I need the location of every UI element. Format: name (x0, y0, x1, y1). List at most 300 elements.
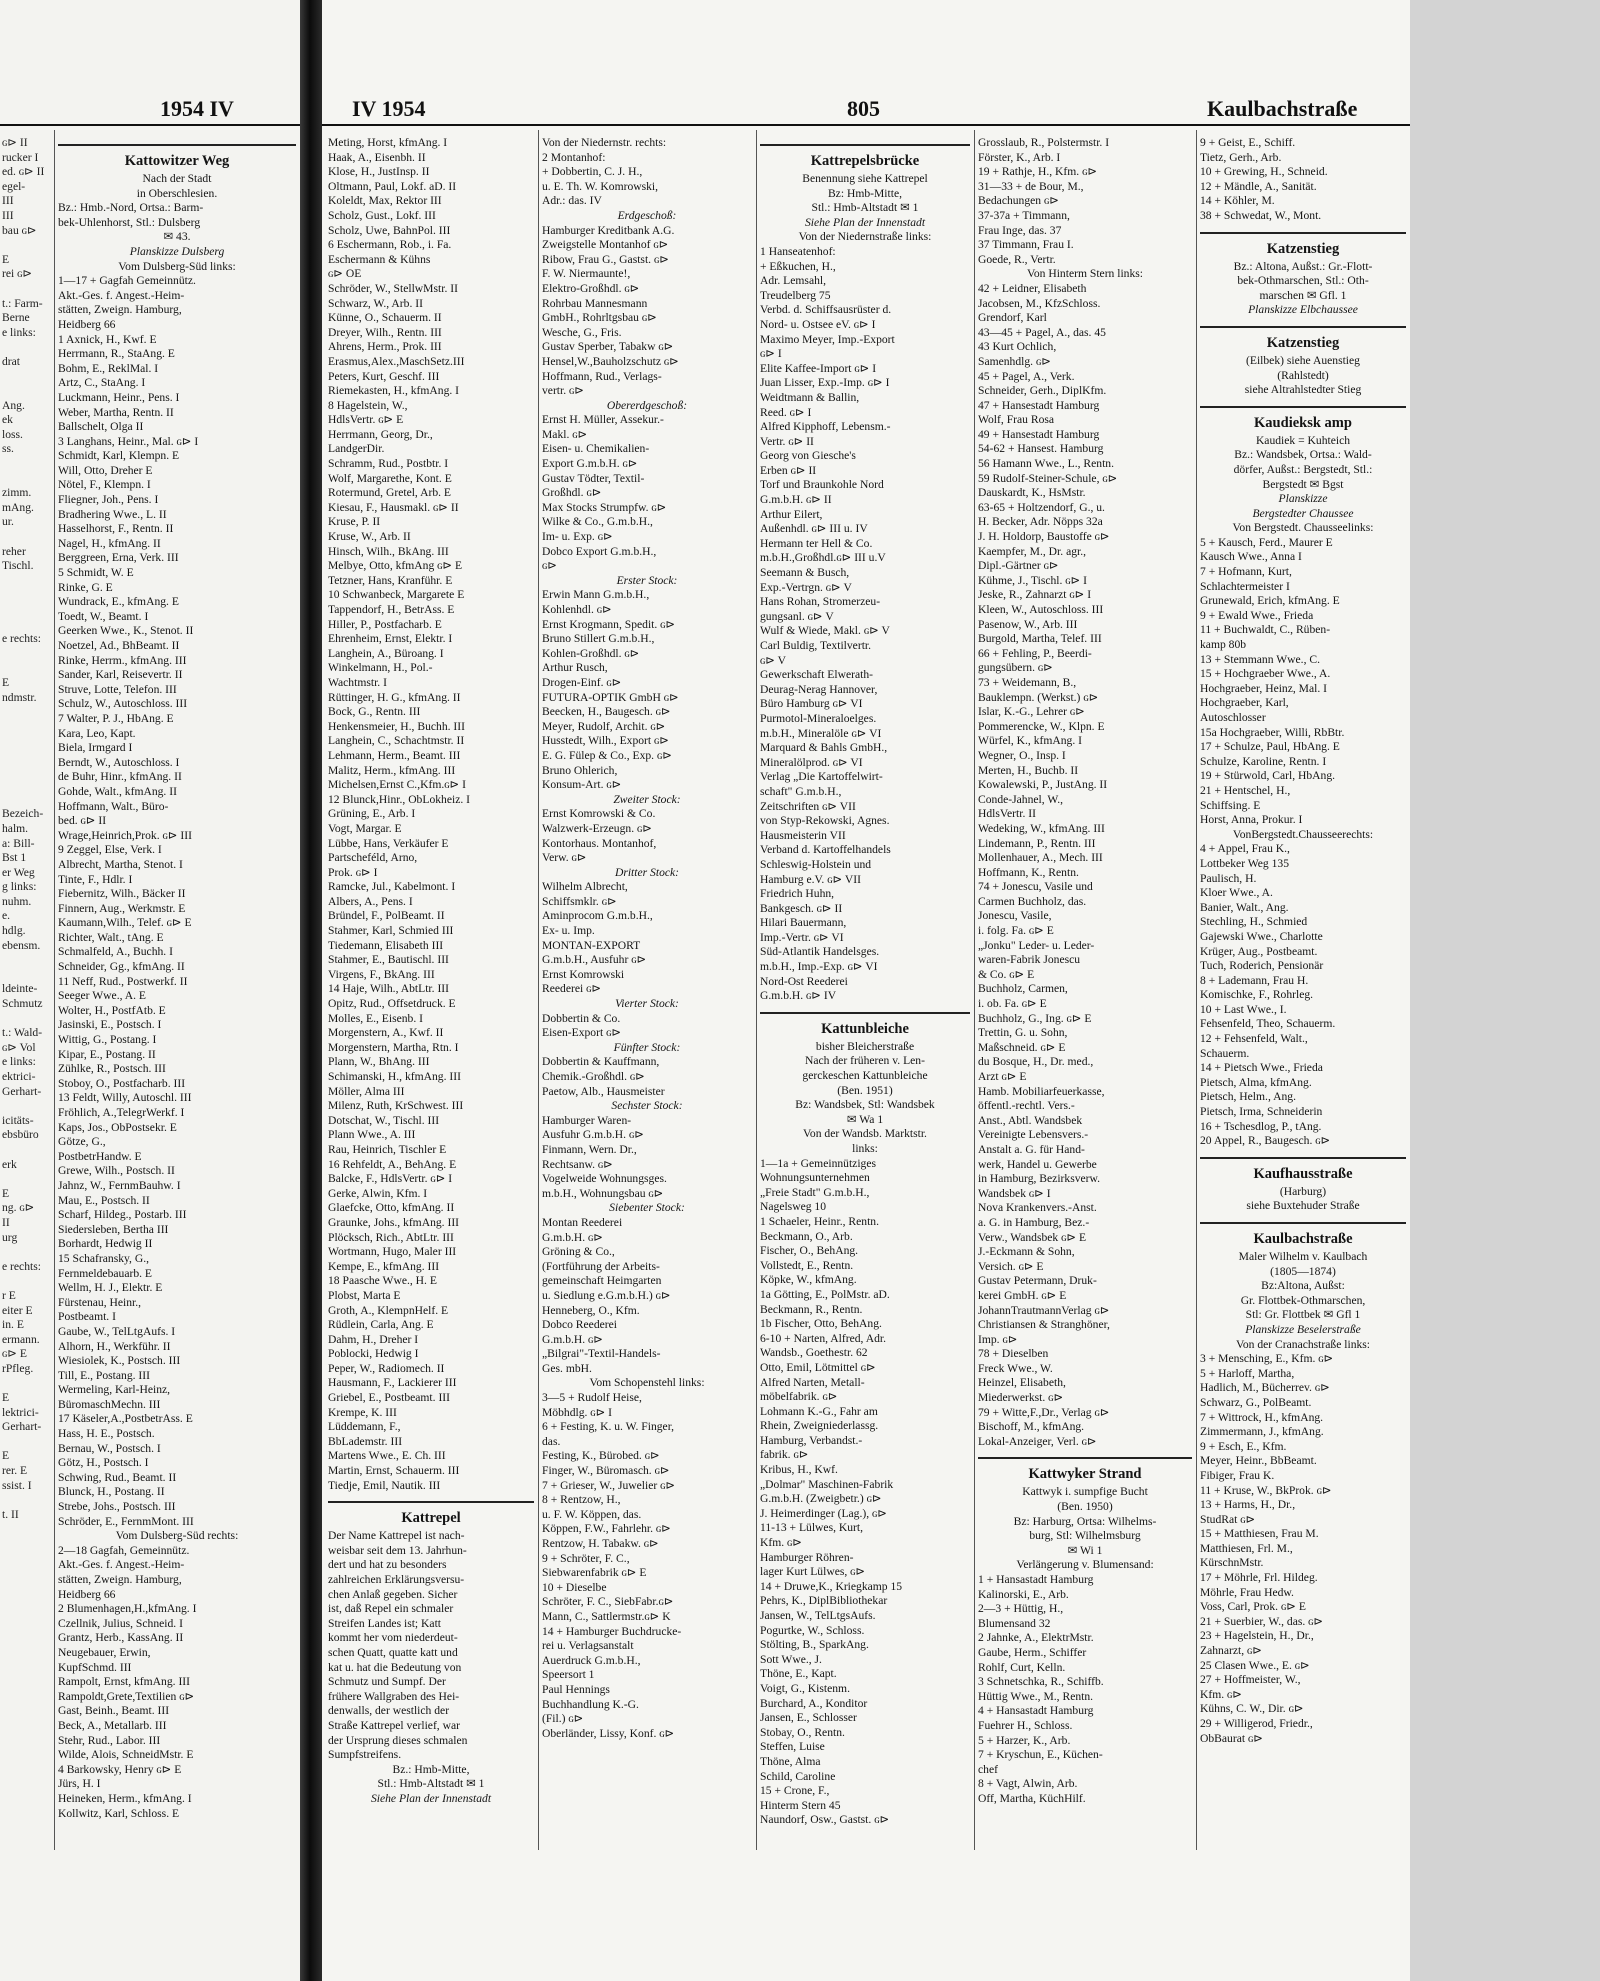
directory-entry: Auerdruck G.m.b.H., (542, 1653, 641, 1667)
directory-entry: Klose, H., JustInsp. II (328, 165, 430, 179)
plan-note: Planskizze (1278, 492, 1328, 506)
directory-entry: J. Heimerdinger (Lag.), ɢ⊳ (760, 1506, 887, 1520)
directory-entry: Bohm, E., ReklMal. I (58, 361, 159, 375)
directory-entry: Krüger, Aug., Postbeamt. (1200, 944, 1318, 958)
section-note: Verlängerung v. Blumensand: (1016, 1558, 1154, 1572)
directory-entry: Wellm, H. J., Elektr. E (58, 1281, 163, 1295)
directory-entry: Henneberg, O., Kfm. (542, 1303, 640, 1317)
directory-entry: Melbye, Otto, kfmAng ɢ⊳ E (328, 559, 463, 573)
directory-entry: Wolf, Frau Rosa (978, 413, 1055, 427)
directory-entry: Bz.: Hmb.-Nord, Ortsa.: Barm- (58, 201, 204, 215)
directory-entry: Fehsenfeld, Theo, Schauerm. (1200, 1017, 1336, 1031)
directory-entry: Mineralölprod. ɢ⊳ VI (760, 755, 863, 769)
directory-entry: Martens Wwe., E. Ch. III (328, 1449, 446, 1463)
directory-entry: 19 + Stürwold, Carl, HbAng. (1200, 769, 1336, 783)
directory-entry: Rotermund, Gretel, Arb. E (328, 486, 451, 500)
directory-entry: Tappendorf, H., BetrAss. E (328, 603, 455, 616)
edge-fragment: mAng. (2, 500, 34, 514)
edge-fragment: Schmutz (2, 997, 43, 1011)
section-note: dörfer, Außst.: Bergstedt, Stl.: (1233, 462, 1373, 476)
directory-entry: Elektro-Großhdl. ɢ⊳ (542, 281, 640, 295)
directory-entry: Struve, Lotte, Telefon. III (58, 682, 177, 696)
directory-entry: Hoffmann, K., Rentn. (978, 865, 1079, 879)
directory-entry: kerei GmbH. ɢ⊳ E (978, 1288, 1067, 1302)
directory-entry: Pietsch, Alma, kfmAng. (1200, 1075, 1312, 1089)
directory-entry: 19 + Rathje, H., Kfm. ɢ⊳ (978, 165, 1098, 179)
edge-fragment: lektrici- (2, 1405, 39, 1419)
directory-entry: 13 Feldt, Willy, Autoschl. III (58, 1091, 192, 1105)
edge-fragment: nuhm. (2, 894, 32, 908)
directory-entry: Richter, Walt., tAng. E (58, 930, 164, 944)
section-note: Bergstedt ✉ Bgst (1262, 477, 1344, 491)
directory-entry: Zeitschriften ɢ⊳ VII (760, 799, 856, 813)
directory-entry: Rampoldt,Grete,Textilien ɢ⊳ (58, 1689, 195, 1703)
directory-entry: Nova Krankenvers.-Anst. (978, 1201, 1097, 1215)
directory-entry: Griebel, E., Postbeamt. III (328, 1391, 451, 1405)
directory-entry: Miederwerkst. ɢ⊳ (978, 1391, 1064, 1405)
directory-entry: 10 + Last Wwe., I. (1200, 1002, 1287, 1016)
section-note: Bz: Wandsbek, Stl: Wandsbek (795, 1098, 935, 1112)
right-head-rule (322, 124, 1410, 126)
directory-entry: Jeske, R., Zahnarzt ɢ⊳ I (978, 588, 1092, 602)
directory-entry: 15a Hochgraeber, Willi, RbBtr. (1200, 725, 1345, 739)
directory-entry: FUTURA-OPTIK GmbH ɢ⊳ (542, 690, 679, 704)
directory-entry: Heinzel, Elisabeth, (978, 1376, 1066, 1390)
directory-entry: Möbhdlg. ɢ⊳ I (542, 1405, 613, 1419)
directory-entry: Thöne, E., Kapt. (760, 1667, 837, 1681)
directory-entry: Oltmann, Paul, Lokf. aD. II (328, 179, 457, 193)
edge-fragment: rer. E (2, 1464, 28, 1478)
directory-entry: Grendorf, Karl (978, 311, 1047, 325)
right-page (322, 0, 1410, 1981)
directory-entry: Götze, G., (58, 1135, 106, 1149)
directory-entry: Verw. ɢ⊳ (542, 851, 587, 865)
directory-entry: Hochgraeber, Heinz, Mal. I (1200, 681, 1328, 695)
directory-entry: Wolter, H., PostfAtb. E (58, 1003, 166, 1017)
directory-entry: Köppen, F.W., Fahrlehr. ɢ⊳ (542, 1522, 671, 1536)
directory-entry: Vogt, Margar. E (328, 821, 402, 835)
directory-entry: m.b.H.,Großhdl.ɢ⊳ III u.V (760, 551, 886, 565)
directory-column-2 (542, 136, 752, 1741)
directory-entry: Tetzner, Hans, Kranführ. E (328, 573, 453, 587)
edge-fragment (2, 340, 50, 355)
directory-entry: Heidberg 66 (58, 1587, 116, 1601)
directory-entry: 1 + Hansastadt Hamburg (978, 1573, 1094, 1586)
edge-fragment (2, 282, 50, 297)
directory-entry: Lübbe, Hans, Verkäufer E (328, 836, 449, 850)
edge-fragment: ng. ɢ⊳ (2, 1201, 35, 1215)
directory-entry: Hadlich, M., Bücherrev. ɢ⊳ (1200, 1381, 1330, 1395)
directory-entry: 14 + Köhler, M. (1200, 194, 1275, 208)
directory-entry: Off, Martha, KüchHilf. (978, 1791, 1086, 1805)
directory-entry: der Ursprung dieses schmalen (328, 1733, 468, 1747)
directory-entry: „Freie Stadt" G.m.b.H., (760, 1185, 870, 1199)
edge-fragment (2, 953, 50, 968)
directory-entry: 1—1a + Gemeinnütziges (760, 1156, 877, 1170)
directory-entry: 16 Rehfeldt, A., BehAng. E (328, 1157, 457, 1171)
directory-entry: Kruse, P. II (328, 515, 381, 529)
directory-entry: Vertr. ɢ⊳ II (760, 434, 814, 448)
directory-entry: Postbeamt. I (58, 1310, 116, 1324)
directory-entry: Straße Kattrepel verlief, war (328, 1718, 460, 1732)
directory-entry: Wandsbek ɢ⊳ I (978, 1186, 1051, 1200)
directory-entry: a. G. in Hamburg, Bez.- (978, 1215, 1090, 1229)
directory-entry: Wulf & Wiede, Makl. ɢ⊳ V (760, 624, 890, 638)
edge-fragment: ndmstr. (2, 690, 37, 704)
edge-fragment: in. E (2, 1318, 24, 1332)
directory-entry: Steffen, Luise (760, 1740, 825, 1754)
directory-entry: zahlreichen Erklärungsversu- (328, 1573, 465, 1586)
edge-fragment (2, 1274, 50, 1289)
directory-entry: Scharf, Hildeg., Postarb. III (58, 1208, 187, 1222)
directory-entry: Ribow, Frau G., Gastst. ɢ⊳ (542, 252, 669, 266)
directory-entry: Erben ɢ⊳ II (760, 463, 817, 477)
edge-fragment: e rechts: (2, 632, 41, 646)
directory-entry: Wermeling, Karl-Heinz, (58, 1383, 171, 1397)
directory-entry: Streifen Landes ist; Katt (328, 1616, 442, 1630)
directory-entry: Milenz, Ruth, KrSchwest. III (328, 1099, 464, 1113)
column-divider-1 (538, 130, 539, 1850)
directory-entry: 79 + Witte,F.,Dr., Verlag ɢ⊳ (978, 1405, 1110, 1419)
directory-entry: i. ob. Fa. ɢ⊳ E (978, 997, 1047, 1011)
directory-entry: Heineken, Herm., kfmAng. I (58, 1791, 192, 1805)
directory-entry: Förster, K., Arb. I (978, 150, 1061, 164)
directory-entry: Montan Reederei (542, 1215, 623, 1229)
directory-entry: Konsum-Art. ɢ⊳ (542, 778, 622, 792)
directory-entry: Voss, Carl, Prok. ɢ⊳ E (1200, 1600, 1306, 1614)
directory-entry: ɢ⊳ I (760, 347, 782, 361)
directory-entry: Peters, Kurt, Geschf. III (328, 369, 440, 383)
directory-entry: bed. ɢ⊳ II (58, 814, 107, 828)
directory-entry: gungsübern. ɢ⊳ (978, 661, 1053, 675)
directory-entry: Dotschat, W., Tischl. III (328, 1113, 440, 1127)
directory-entry: Gustav Sperber, Tabakw ɢ⊳ (542, 340, 674, 354)
directory-entry: kamp 80b (1200, 638, 1247, 652)
directory-entry: Glaefcke, Otto, kfmAng. II (328, 1201, 455, 1215)
directory-entry: 15 Schafransky, G., (58, 1251, 150, 1265)
directory-entry: 1b Fischer, Otto, BehAng. (760, 1317, 882, 1331)
directory-entry: lager Kurt Lülwes, ɢ⊳ (760, 1565, 866, 1579)
directory-entry: KupfSchmd. III (58, 1660, 132, 1674)
directory-entry: Stahmer, E., Bautischl. III (328, 953, 449, 967)
edge-fragment: a: Bill- (2, 836, 35, 850)
directory-entry: Herrmann, Georg, Dr., (328, 427, 433, 441)
directory-entry: vertr. ɢ⊳ (542, 384, 585, 398)
directory-entry: Nagel, H., kfmAng. II (58, 536, 161, 550)
left-page (0, 0, 300, 1981)
directory-entry: Bruno Ohlerich, (542, 763, 618, 777)
directory-entry: 37-37a + Timmann, (978, 208, 1070, 222)
plan-note: Siehe Plan der Innenstadt (804, 215, 926, 229)
directory-entry: Stoboy, O., Postfacharb. III (58, 1076, 186, 1090)
directory-entry: Koleldt, Max, Rektor III (328, 194, 442, 208)
directory-entry: 14 + Hamburger Buchdrucke- (542, 1624, 682, 1638)
directory-entry: Eisen-Export ɢ⊳ (542, 1026, 622, 1040)
directory-entry: Bauklempn. (Werkst.) ɢ⊳ (978, 690, 1099, 704)
directory-entry: Hamburg, Verbandst.- (760, 1433, 863, 1447)
directory-entry: Weber, Martha, Rentn. II (58, 405, 174, 419)
directory-entry: Kribus, H., Kwf. (760, 1463, 838, 1477)
directory-entry: Neugebauer, Erwin, (58, 1645, 151, 1659)
directory-entry: Dipl.-Gärtner ɢ⊳ (978, 559, 1059, 573)
section-note: Kattwyk i. sumpfige Bucht (1022, 1485, 1148, 1499)
directory-entry: „Bilgrai"-Textil-Handels- (542, 1347, 661, 1361)
directory-entry: Carmen Buchholz, das. (978, 894, 1087, 908)
directory-entry: das. (542, 1434, 561, 1448)
directory-entry: 6 Eschermann, Rob., i. Fa. (328, 238, 452, 252)
directory-entry: GmbH., Rohrltgsbau ɢ⊳ (542, 311, 657, 325)
directory-entry: Fröhlich, A.,TelegrWerkf. I (58, 1106, 185, 1119)
plan-note: Vierter Stock: (615, 997, 679, 1011)
directory-entry: Grosslaub, R., Polstermstr. I (978, 136, 1110, 149)
directory-entry: 73 + Weidemann, B., (978, 675, 1077, 689)
directory-entry: gemeinschaft Heimgarten (542, 1274, 662, 1288)
directory-entry: Trettin, G. u. Sohn, (978, 1026, 1068, 1040)
directory-entry: Von der Niedernstr. rechts: (542, 136, 667, 149)
directory-entry: Akt.-Ges. f. Angest.-Heim- (58, 288, 185, 302)
directory-entry: 49 + Hansestadt Hamburg (978, 427, 1100, 441)
directory-entry: Stobay, O., Rentn. (760, 1725, 845, 1739)
directory-entry: Tuch, Roderich, Pensionär (1200, 959, 1324, 973)
directory-entry: Hamburger Kreditbank A.G. (542, 223, 675, 237)
directory-entry: Voigt, G., Kistenm. (760, 1681, 850, 1695)
directory-entry: Akt.-Ges. f. Angest.-Heim- (58, 1558, 185, 1572)
directory-entry: Haak, A., Eisenbh. II (328, 150, 426, 164)
directory-entry: Heidberg 66 (58, 317, 116, 331)
directory-entry: Pehrs, K., DiplBibliothekar (760, 1594, 888, 1608)
directory-entry: BüromaschMechn. III (58, 1397, 161, 1411)
edge-fragment: Gerhart- (2, 1420, 42, 1434)
directory-entry: 23 + Hagelstein, H., Dr., (1200, 1629, 1314, 1643)
directory-entry: Georg von Giesche's (760, 449, 856, 463)
directory-entry: Kaumann,Wilh., Telef. ɢ⊳ E (58, 916, 192, 930)
directory-entry: Jürs, H. I (58, 1777, 101, 1791)
directory-entry: werk, Handel u. Gewerbe (978, 1157, 1097, 1171)
directory-entry: 2 Jahnke, A., ElektrMstr. (978, 1631, 1094, 1645)
directory-entry: Deurag-Nerag Hannover, (760, 682, 878, 696)
directory-entry: Schiffsmklr. ɢ⊳ (542, 894, 617, 908)
edge-fragment (2, 1435, 50, 1450)
edge-fragment: ermann. (2, 1332, 40, 1346)
directory-entry: 15 + Hochgraeber Wwe., A. (1200, 667, 1331, 681)
directory-entry: Siedersleben, Bertha III (58, 1222, 169, 1236)
directory-entry: Lindemann, P., Rentn. III (978, 836, 1096, 850)
directory-entry: Wandsb., Goethestr. 62 (760, 1346, 868, 1360)
book-gutter (300, 0, 322, 1981)
section-note: Stl.: Hmb-Altstadt ✉ 1 (377, 1777, 485, 1791)
directory-entry: Strebe, Johs., Postsch. III (58, 1500, 176, 1514)
section-note: links: (852, 1142, 878, 1155)
street-heading: Kattrepel (328, 1501, 534, 1529)
directory-entry: 1—17 + Gagfah Gemeinnütz. (58, 274, 196, 288)
edge-fragment: ebensm. (2, 938, 41, 952)
directory-entry: 4 Barkowsky, Henry ɢ⊳ E (58, 1762, 182, 1776)
directory-entry: Möller, Alma III (328, 1084, 405, 1098)
directory-entry: Gaube, W., TelLtgAufs. I (58, 1324, 176, 1338)
directory-entry: Ernst Komrowski & Co. (542, 807, 656, 821)
directory-entry: 7 + Grieser, W., Juwelier ɢ⊳ (542, 1478, 676, 1492)
directory-entry: PostbetrHandw. E (58, 1149, 142, 1163)
directory-entry: Bernau, W., Postsch. I (58, 1441, 161, 1455)
directory-entry: Jacobsen, M., KfzSchloss. (978, 296, 1101, 310)
directory-entry: Fliegner, Joh., Pens. I (58, 493, 159, 507)
edge-fragment: Bezeich- (2, 807, 44, 821)
directory-entry: Finnern, Aug., Werkmstr. E (58, 901, 186, 915)
directory-entry: G.m.b.H. (Zweigbetr.) ɢ⊳ (760, 1492, 882, 1506)
directory-entry: Tinte, F., Hdlr. I (58, 872, 133, 886)
directory-entry: Ahrens, Herm., Prok. III (328, 340, 442, 354)
left-running-head: 1954 IV (160, 96, 234, 121)
directory-entry: stätten, Zweign. Hamburg, (58, 1573, 182, 1586)
directory-entry: Hiller, P., Postfacharb. E (328, 617, 442, 631)
directory-entry: G.m.b.H., Ausfuhr ɢ⊳ (542, 953, 647, 967)
edge-fragment: drat (2, 354, 21, 368)
edge-fragment: ɢ⊳ E (2, 1347, 27, 1361)
plan-note: Planskizze Dulsberg (129, 244, 225, 258)
directory-entry: 10 Schwanbeck, Margarete E (328, 588, 465, 602)
directory-entry: Will, Otto, Dreher E (58, 463, 153, 477)
directory-entry: Sander, Karl, Reisevertr. II (58, 668, 183, 682)
directory-entry: Maßschneid. ɢ⊳ E (978, 1040, 1066, 1054)
directory-entry: 63-65 + Holtzendorf, G., u. (978, 500, 1105, 514)
directory-entry: Morgenstern, Martha, Rtn. I (328, 1040, 459, 1054)
directory-entry: Nagelsweg 10 (760, 1200, 827, 1214)
directory-entry: Sumpfstreifens. (328, 1748, 402, 1762)
directory-entry: Möhrle, Frau Hedw. (1200, 1585, 1294, 1599)
directory-entry: Hausmeisterin VII (760, 828, 846, 842)
directory-entry: Erasmus,Alex.,MaschSetz.III (328, 354, 465, 368)
street-heading: Kaulbachstraße (1200, 1222, 1406, 1250)
directory-entry: Plöcksch, Rich., AbtLtr. III (328, 1230, 454, 1244)
directory-column-5 (1200, 136, 1406, 1746)
directory-entry: fabrik. ɢ⊳ (760, 1448, 809, 1462)
directory-entry: Dreyer, Wilh., Rentn. III (328, 325, 442, 339)
directory-entry: „Dolmar" Maschinen-Fabrik (760, 1477, 894, 1491)
directory-entry: Rampolt, Ernst, kfmAng. III (58, 1675, 191, 1689)
directory-entry: Henkensmeier, H., Buchh. III (328, 719, 466, 733)
directory-entry: Bankgesch. ɢ⊳ II (760, 901, 843, 915)
directory-entry: Wiesiolek, K., Postsch. III (58, 1354, 181, 1368)
directory-entry: Morgenstern, A., Kwf. II (328, 1026, 444, 1040)
directory-entry: 1 Schaeler, Heinr., Rentn. (760, 1214, 879, 1228)
plan-note: Planskizze Beselerstraße (1245, 1322, 1361, 1336)
directory-entry: 7 + Hofmann, Kurt, (1200, 565, 1292, 579)
directory-entry: Hausmann, F., Lackierer III (328, 1376, 457, 1390)
section-note: burg, Stl: Wilhelmsburg (1029, 1529, 1141, 1543)
section-note: Maler Wilhelm v. Kaulbach (1238, 1250, 1368, 1263)
edge-fragment: e. (2, 909, 11, 923)
directory-entry: Gustav Petermann, Druk- (978, 1274, 1097, 1288)
directory-entry: Hamb. Mobiliarfeuerkasse, (978, 1084, 1105, 1098)
scan-margin (1410, 0, 1600, 1981)
directory-entry: möbelfabrik. ɢ⊳ (760, 1390, 838, 1404)
plan-note: Obererdgeschoß: (606, 398, 688, 412)
directory-entry: Vollstedt, E., Rentn. (760, 1258, 854, 1272)
directory-entry: Ballschelt, Olga II (58, 420, 144, 434)
edge-fragment: erk (2, 1157, 17, 1171)
edge-fragment: E (2, 675, 10, 689)
directory-entry: 12 + Fehsenfeld, Walt., (1200, 1032, 1308, 1046)
directory-entry: Schmalfeld, A., Buchh. I (58, 945, 173, 959)
directory-entry: Nord-Ost Reederei (760, 974, 848, 988)
directory-entry: 7 + Wittrock, H., kfmAng. (1200, 1410, 1324, 1424)
edge-fragment: t.: Farm- (2, 296, 43, 310)
directory-entry: KürschnMstr. (1200, 1556, 1264, 1570)
directory-entry: 8 + Vagt, Alwin, Arb. (978, 1777, 1078, 1791)
directory-entry: 12 + Mändle, A., Sanität. (1200, 179, 1317, 193)
directory-entry: Imp. ɢ⊳ (978, 1332, 1018, 1346)
directory-entry: 18 Paasche Wwe., H. E (328, 1274, 437, 1288)
directory-entry: Grewe, Wilh., Postsch. II (58, 1164, 175, 1178)
directory-entry: Erwin Mann G.m.b.H., (542, 588, 650, 602)
directory-entry: Michelsen,Ernst C.,Kfm.ɢ⊳ I (328, 778, 466, 792)
directory-entry: Götz, H., Postsch. I (58, 1456, 149, 1470)
edge-fragment: t. II (2, 1507, 19, 1521)
directory-entry: Rhein, Zweigniederlassg. (760, 1419, 879, 1433)
edge-fragment: r E (2, 1288, 16, 1302)
directory-entry: 42 + Leidner, Elisabeth (978, 281, 1087, 295)
directory-entry: Husstedt, Wilh., Export ɢ⊳ (542, 734, 669, 748)
plan-note: Zweiter Stock: (613, 792, 681, 806)
right-running-head-left: IV 1954 (352, 96, 426, 121)
directory-entry: Nötel, F., Klempn. I (58, 478, 151, 492)
directory-entry: J. H. Holdorp, Baustoffe ɢ⊳ (978, 530, 1110, 544)
directory-entry: Siebwarenfabrik ɢ⊳ E (542, 1566, 647, 1580)
section-note: Bz.: Hmb-Mitte, (392, 1762, 470, 1776)
directory-entry: 78 + Dieselben (978, 1347, 1049, 1361)
edge-fragment: rei ɢ⊳ (2, 267, 33, 281)
directory-entry: Kloer Wwe., A. (1200, 886, 1273, 900)
directory-entry: Lüddemann, F., (328, 1420, 401, 1434)
directory-entry: Köpke, W., kfmAng. (760, 1273, 857, 1287)
directory-entry: 10 + Grewing, H., Schneid. (1200, 165, 1328, 179)
directory-entry: Geerken Wwe., K., Stenot. II (58, 624, 194, 638)
directory-entry: Festing, K., Bürobed. ɢ⊳ (542, 1449, 660, 1463)
directory-entry: 8 Hagelstein, W., (328, 398, 408, 412)
section-note: Bz:Altona, Außst: (1261, 1279, 1345, 1293)
section-note: Vom Dulsberg-Süd links: (118, 259, 236, 273)
edge-fragment: ldeinte- (2, 982, 38, 996)
directory-entry: Fürstenau, Heinr., (58, 1295, 142, 1309)
directory-entry: Wesche, G., Fris. (542, 325, 622, 339)
left-column-kattowitzer-weg (58, 136, 296, 1821)
directory-entry: Stahmer, Karl, Schmied III (328, 924, 454, 938)
directory-entry: Graunke, Johs., kfmAng. III (328, 1215, 460, 1229)
directory-entry: Schröter, F. C., SiebFabr.ɢ⊳ (542, 1595, 674, 1609)
directory-entry: Otto, Emil, Lötmittel ɢ⊳ (760, 1360, 876, 1374)
directory-entry: Im- u. Exp. ɢ⊳ (542, 530, 613, 544)
directory-entry: Tiedje, Emil, Nautik. III (328, 1478, 441, 1492)
directory-entry: Virgens, F., BkAng. III (328, 967, 435, 981)
directory-entry: Finmann, Wern. Dr., (542, 1142, 637, 1156)
directory-entry: 43—45 + Pagel, A., das. 45 (978, 325, 1106, 339)
directory-entry: Kontorhaus. Montanhof, (542, 836, 657, 850)
edge-fragment (2, 968, 50, 983)
edge-fragment: rucker I (2, 150, 39, 164)
directory-entry: schaft" G.m.b.H., (760, 784, 842, 798)
edge-fragment (2, 1245, 50, 1260)
edge-fragment: ss. (2, 442, 14, 456)
section-note: Stl: Gr. Flottbek ✉ Gfl 1 (1245, 1308, 1361, 1322)
directory-entry: Ernst H. Müller, Assekur.- (542, 413, 664, 427)
directory-entry: Hasselhorst, F., Rentn. II (58, 522, 174, 536)
directory-entry: Gohde, Walt., kfmAng. II (58, 784, 177, 798)
directory-entry: Gustav Tödter, Textil- (542, 471, 645, 485)
directory-entry: 43 Kurt Ochlich, (978, 340, 1057, 354)
directory-entry: 9 Zeggel, Else, Verk. I (58, 843, 162, 857)
directory-entry: 8 + Lademann, Frau H. (1200, 973, 1309, 987)
directory-entry: Schwarz, G., PolBeamt. (1200, 1395, 1312, 1409)
